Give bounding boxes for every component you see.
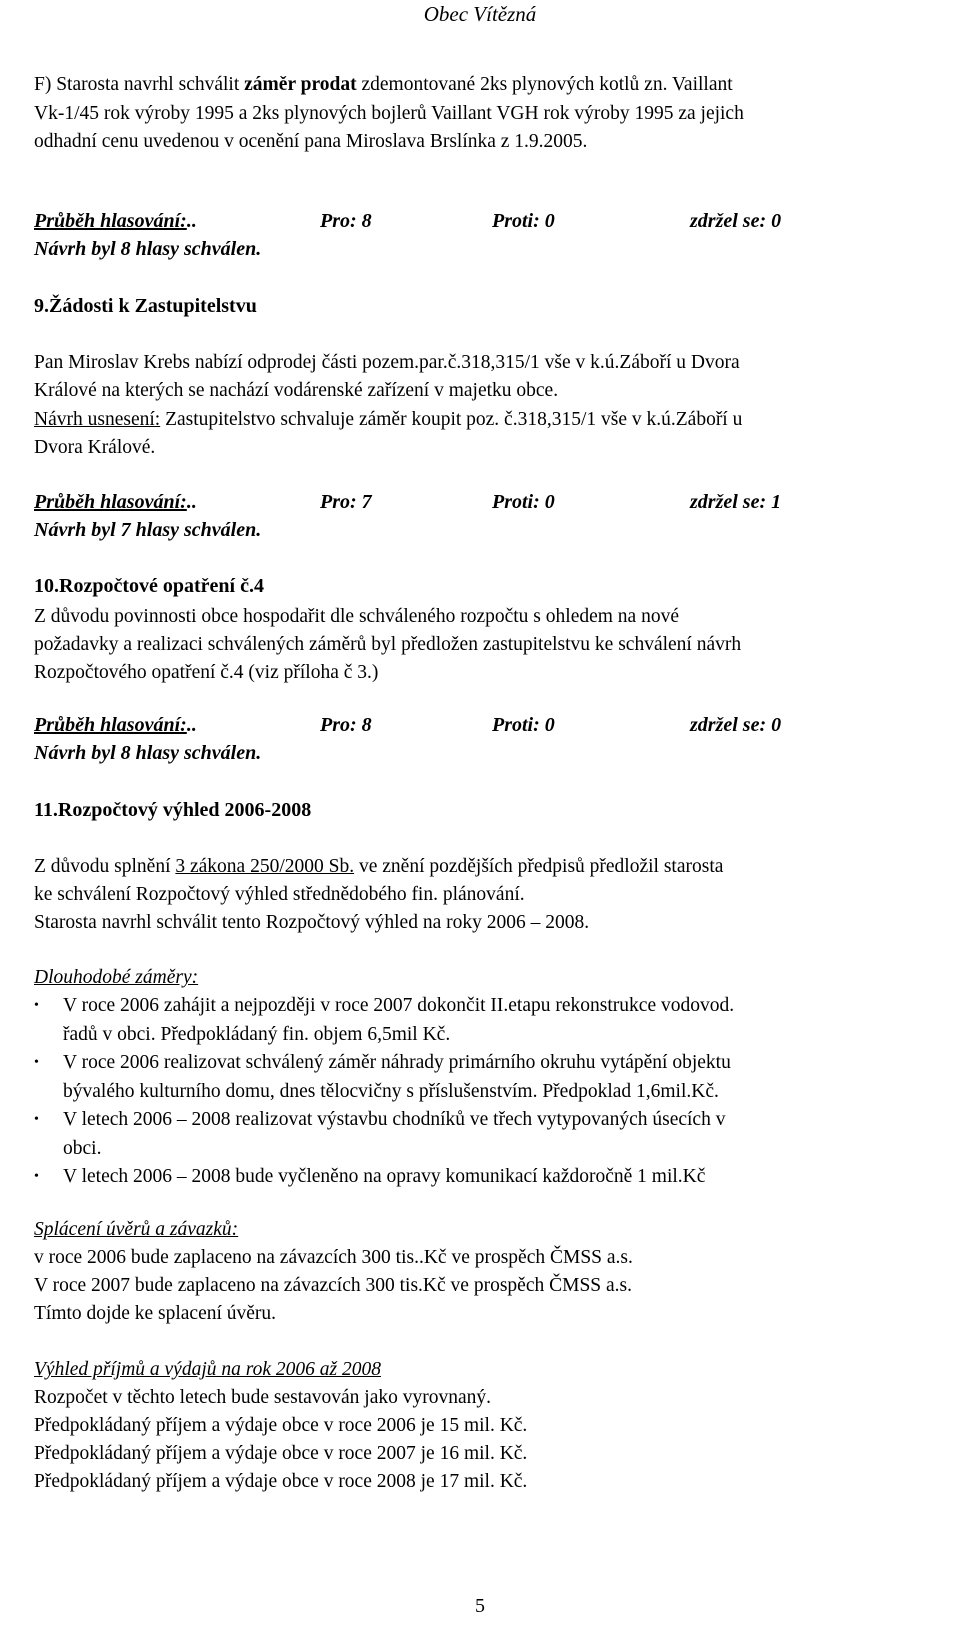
vote-result-text: Návrh byl 7 hlasy schválen.	[34, 519, 262, 541]
bullet-icon: •	[34, 1112, 39, 1127]
proposal-label: Návrh usnesení:	[34, 409, 161, 430]
repayment-line: Tímto dojde ke splacení úvěru.	[34, 1303, 277, 1324]
section-11-heading: 11.Rozpočtový výhled 2006-2008	[34, 799, 312, 821]
section-9-proposal	[34, 406, 742, 435]
list-item-line: řadů v obci. Předpokládaný fin. objem 6,5mil Kč.	[63, 1023, 451, 1045]
section-9-line2: Králové na kterých se nachází vodárenské zařízení v majetku obce.	[34, 380, 559, 401]
section-11-line1-underlined: 3 zákona 250/2000 Sb.	[175, 856, 355, 877]
list-item-line: obci.	[63, 1137, 102, 1159]
bullet-icon: •	[34, 1055, 39, 1070]
vote-proti: Proti: 0	[492, 491, 555, 513]
section-f-line1	[34, 71, 733, 100]
list-item	[34, 1163, 734, 1192]
repayment-title: Splácení úvěrů a závazků:	[34, 1219, 239, 1240]
outlook-line: Předpokládaný příjem a výdaje obce v roce 2008 je 17 mil. Kč.	[34, 1471, 528, 1492]
vote-label-text: Průběh hlasování:	[34, 491, 187, 513]
page-header: Obec Vítězná	[423, 2, 537, 26]
section-9-heading: 9.Žádosti k Zastupitelstvu	[34, 295, 257, 317]
list-item-line: V roce 2006 realizovat schválený záměr náhrady primárního okruhu vytápění objektu	[63, 1052, 731, 1073]
vote-dots: ..	[186, 714, 197, 736]
list-item-line: bývalého kulturního domu, dnes tělocvičny s příslušenstvím. Předpoklad 1,6mil.Kč.	[63, 1080, 719, 1102]
vote-proti: Proti: 0	[492, 714, 555, 736]
bullet-icon: •	[34, 998, 39, 1013]
section-9-line1: Pan Miroslav Krebs nabízí odprodej části pozem.par.č.318,315/1 vše v k.ú.Záboří u Dvora	[34, 352, 740, 373]
vote-label	[34, 491, 197, 514]
section-f-line3: odhadní cenu uvedenou v ocenění pana Miroslava Brslínka z 1.9.2005.	[34, 131, 588, 152]
repayment-line: V roce 2007 bude zaplaceno na závazcích 300 tis.Kč ve prospěch ČMSS a.s.	[34, 1275, 632, 1296]
proposal-text: Zastupitelstvo schvaluje záměr koupit poz. č.318,315/1 vše v k.ú.Záboří u	[160, 409, 743, 430]
section-10-line2: požadavky a realizaci schválených záměrů byl předložen zastupitelstvu ke schválení návrh	[34, 634, 742, 655]
list-item	[34, 1049, 734, 1106]
section-f-bold: záměr prodat	[244, 74, 357, 95]
bullet-icon: •	[34, 1169, 39, 1184]
vote-zdrzel: zdržel se: 1	[690, 491, 782, 513]
list-item	[34, 1106, 734, 1163]
section-10-heading: 10.Rozpočtové opatření č.4	[34, 575, 264, 597]
longterm-title: Dlouhodobé záměry:	[34, 967, 199, 988]
vote-result-text: Návrh byl 8 hlasy schválen.	[34, 238, 262, 260]
vote-pro: Pro: 8	[320, 210, 372, 232]
list-item-line: V letech 2006 – 2008 realizovat výstavbu chodníků ve třech vytypovaných úsecích v	[63, 1109, 726, 1130]
section-f-line2: Vk-1/45 rok výroby 1995 a 2ks plynových bojlerů Vaillant VGH rok výroby 1995 za jejich	[34, 103, 744, 124]
vote-result-text: Návrh byl 8 hlasy schválen.	[34, 742, 262, 764]
vote-pro: Pro: 8	[320, 714, 372, 736]
outlook-line: Rozpočet v těchto letech bude sestavován jako vyrovnaný.	[34, 1387, 492, 1408]
section-10-line1: Z důvodu povinnosti obce hospodařit dle schváleného rozpočtu s ohledem na nové	[34, 606, 679, 627]
outlook-line: Předpokládaný příjem a výdaje obce v roce 2007 je 16 mil. Kč.	[34, 1443, 528, 1464]
section-f-prefix: F) Starosta navrhl schválit	[34, 74, 245, 95]
section-f-line1-rest: zdemontované 2ks plynových kotlů zn. Vaillant	[356, 74, 733, 95]
outlook-line: Předpokládaný příjem a výdaje obce v roce 2006 je 15 mil. Kč.	[34, 1415, 528, 1436]
section-11-line1	[34, 853, 723, 882]
vote-pro: Pro: 7	[320, 491, 372, 513]
section-9-line4: Dvora Králové.	[34, 437, 156, 458]
vote-zdrzel: zdržel se: 0	[690, 210, 782, 232]
section-11-line2: ke schválení Rozpočtový výhled střednědobého fin. plánování.	[34, 884, 525, 905]
vote-zdrzel: zdržel se: 0	[690, 714, 782, 736]
section-11-line1-b: ve znění pozdějších předpisů předložil starosta	[354, 856, 724, 877]
vote-dots: ..	[186, 210, 197, 232]
section-11-line1-a: Z důvodu splnění	[34, 856, 176, 877]
vote-label-text: Průběh hlasování:	[34, 714, 187, 736]
list-item-line: V roce 2006 zahájit a nejpozději v roce 2007 dokončit II.etapu rekonstrukce vodovod.	[63, 995, 735, 1016]
page-number: 5	[475, 1595, 485, 1617]
vote-label	[34, 714, 197, 737]
list-item-line: V letech 2006 – 2008 bude vyčleněno na opravy komunikací každoročně 1 mil.Kč	[63, 1166, 706, 1187]
vote-label	[34, 210, 197, 233]
vote-dots: ..	[186, 491, 197, 513]
section-11-line3: Starosta navrhl schválit tento Rozpočtový výhled na roky 2006 – 2008.	[34, 912, 590, 933]
section-10-line3: Rozpočtového opatření č.4 (viz příloha č 3.)	[34, 662, 379, 683]
outlook-title: Výhled příjmů a výdajů na rok 2006 až 2008	[34, 1359, 381, 1380]
vote-label-text: Průběh hlasování:	[34, 210, 187, 232]
longterm-list	[34, 992, 734, 1192]
vote-proti: Proti: 0	[492, 210, 555, 232]
repayment-line: v roce 2006 bude zaplaceno na závazcích 300 tis..Kč ve prospěch ČMSS a.s.	[34, 1247, 633, 1268]
list-item	[34, 992, 734, 1049]
